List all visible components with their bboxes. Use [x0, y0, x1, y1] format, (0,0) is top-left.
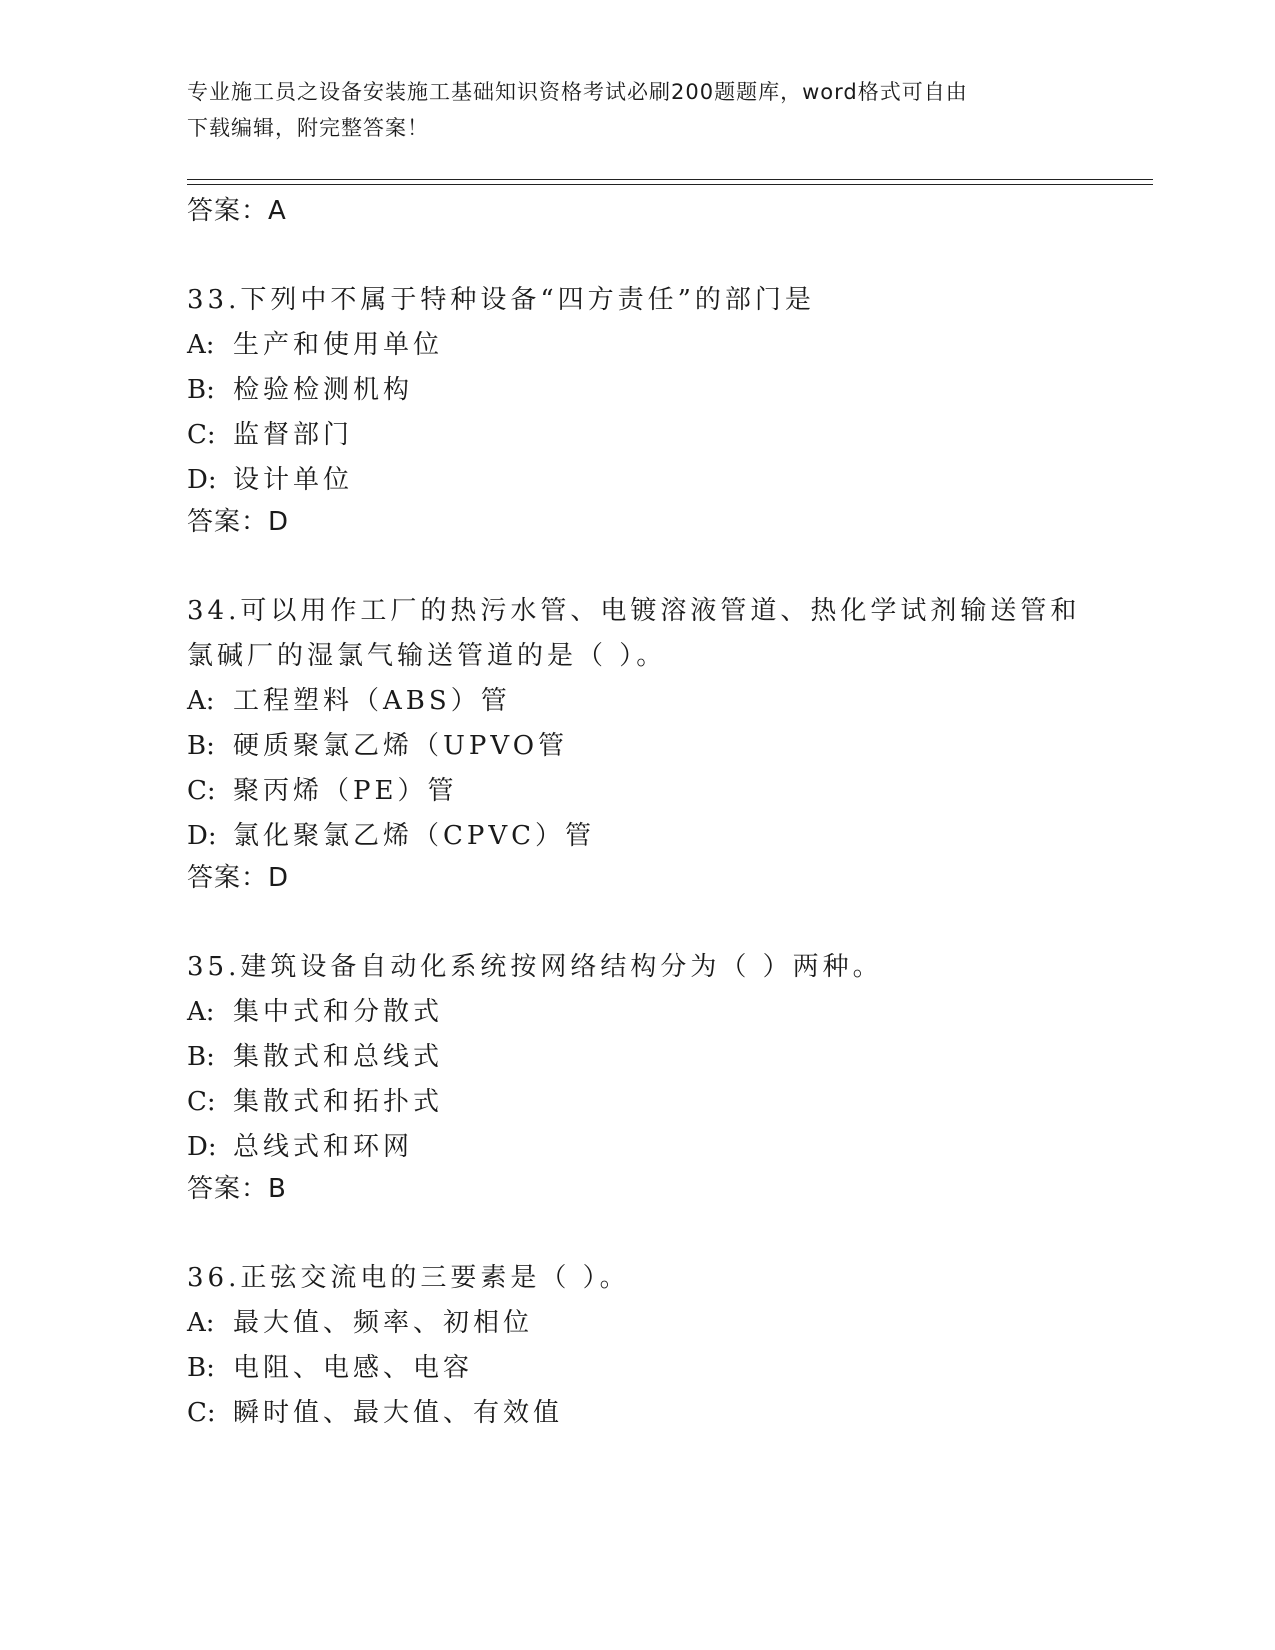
- option-text: 集中式和分散式: [233, 997, 444, 1027]
- option-c: [187, 1391, 1087, 1436]
- question-35: [187, 945, 1087, 1208]
- option-a: [187, 323, 1087, 368]
- header-line-1: 专业施工员之设备安装施工基础知识资格考试必刷200题题库，word格式可自由: [187, 80, 968, 104]
- answer-line: 答案：D: [187, 863, 290, 893]
- option-text: 总线式和环网: [233, 1132, 414, 1162]
- option-text: 生产和使用单位: [233, 330, 444, 360]
- header-divider-bottom: [187, 184, 1153, 185]
- option-text: 检验检测机构: [233, 375, 414, 405]
- question-stem: 36.正弦交流电的三要素是（ ）。: [187, 1263, 630, 1293]
- option-c: [187, 1080, 1087, 1125]
- option-key: C:: [187, 420, 216, 450]
- option-d: [187, 814, 1087, 859]
- option-text: 聚丙烯（PE）管: [233, 776, 458, 806]
- question-stem: 33.下列中不属于特种设备“四方责任”的部门是: [187, 285, 815, 315]
- option-b: [187, 1035, 1087, 1080]
- option-key: B:: [187, 731, 215, 761]
- question-33: [187, 278, 1087, 541]
- option-text: 最大值、频率、初相位: [233, 1308, 534, 1338]
- option-key: B:: [187, 375, 215, 405]
- option-text: 瞬时值、最大值、有效值: [233, 1398, 564, 1428]
- option-text: 设计单位: [233, 465, 354, 495]
- option-text: 工程塑料（ABS）管: [233, 686, 511, 716]
- option-key: B:: [187, 1353, 215, 1383]
- option-text: 硬质聚氯乙烯（UPVO管: [233, 731, 569, 761]
- option-text: 集散式和总线式: [233, 1042, 444, 1072]
- option-a: [187, 1301, 1087, 1346]
- option-text: 氯化聚氯乙烯（CPVC）管: [233, 821, 596, 851]
- option-key: A:: [187, 686, 215, 716]
- previous-answer: 答案：A: [187, 196, 287, 226]
- option-b: [187, 368, 1087, 413]
- option-key: A:: [187, 1308, 215, 1338]
- question-stem: 35.建筑设备自动化系统按网络结构分为（ ）两种。: [187, 952, 883, 982]
- option-b: [187, 1346, 1087, 1391]
- option-d: [187, 1125, 1087, 1170]
- option-a: [187, 990, 1087, 1035]
- option-key: B:: [187, 1042, 215, 1072]
- option-text: 监督部门: [233, 420, 354, 450]
- answer-line: 答案：B: [187, 1174, 287, 1204]
- option-c: [187, 769, 1087, 814]
- header-divider-top: [187, 179, 1153, 180]
- question-list: [187, 192, 1087, 1436]
- option-key: A:: [187, 997, 215, 1027]
- option-text: 集散式和拓扑式: [233, 1087, 444, 1117]
- option-key: D:: [187, 821, 217, 851]
- question-36: [187, 1256, 1087, 1436]
- option-b: [187, 724, 1087, 769]
- question-34: [187, 589, 1087, 897]
- option-d: [187, 458, 1087, 503]
- option-c: [187, 413, 1087, 458]
- document-header: [187, 74, 1087, 146]
- option-key: A:: [187, 330, 215, 360]
- option-key: C:: [187, 1398, 216, 1428]
- option-a: [187, 679, 1087, 724]
- answer-line: 答案：D: [187, 507, 290, 537]
- option-text: 电阻、电感、电容: [233, 1353, 474, 1383]
- option-key: C:: [187, 1087, 216, 1117]
- option-key: D:: [187, 465, 217, 495]
- option-key: C:: [187, 776, 216, 806]
- header-line-2: 下载编辑，附完整答案！: [187, 116, 429, 140]
- option-key: D:: [187, 1132, 217, 1162]
- question-stem: 34.可以用作工厂的热污水管、电镀溶液管道、热化学试剂输送管和氯碱厂的湿氯气输送管道的是（ ）。: [187, 596, 1081, 671]
